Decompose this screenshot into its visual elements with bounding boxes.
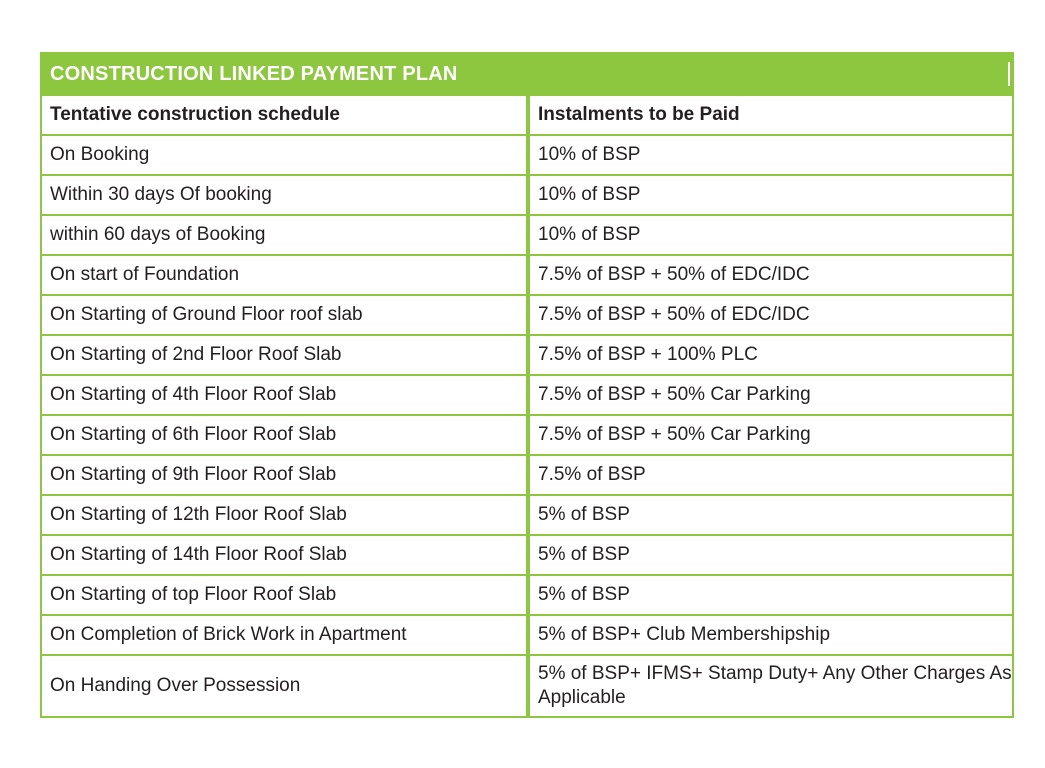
table-row bbox=[42, 494, 1012, 534]
instalment-cell: 7.5% of BSP + 50% of EDC/IDC bbox=[528, 256, 1012, 294]
stage-cell: On Starting of top Floor Roof Slab bbox=[42, 576, 528, 614]
table-row bbox=[42, 374, 1012, 414]
table-row bbox=[42, 614, 1012, 654]
instalment-cell: 10% of BSP bbox=[528, 176, 1012, 214]
table-header-row bbox=[42, 94, 1012, 134]
instalment-cell: 10% of BSP bbox=[528, 136, 1012, 174]
stage-cell: On Starting of 12th Floor Roof Slab bbox=[42, 496, 528, 534]
instalment-cell: 5% of BSP bbox=[528, 576, 1012, 614]
table-row bbox=[42, 414, 1012, 454]
table-row bbox=[42, 654, 1012, 716]
stage-cell: Within 30 days Of booking bbox=[42, 176, 528, 214]
table-row bbox=[42, 214, 1012, 254]
instalment-cell: 7.5% of BSP + 50% of EDC/IDC bbox=[528, 296, 1012, 334]
instalment-cell: 5% of BSP+ Club Membershipship bbox=[528, 616, 1012, 654]
column-header-schedule: Tentative construction schedule bbox=[42, 96, 528, 134]
instalment-cell: 7.5% of BSP + 50% Car Parking bbox=[528, 376, 1012, 414]
stage-cell: On Starting of 6th Floor Roof Slab bbox=[42, 416, 528, 454]
instalment-cell: 7.5% of BSP bbox=[528, 456, 1012, 494]
table-title: CONSTRUCTION LINKED PAYMENT PLAN bbox=[42, 54, 1012, 94]
instalment-cell: 7.5% of BSP + 50% Car Parking bbox=[528, 416, 1012, 454]
table-row bbox=[42, 454, 1012, 494]
payment-plan-table bbox=[40, 52, 1014, 718]
stage-cell: On start of Foundation bbox=[42, 256, 528, 294]
instalment-cell: 5% of BSP bbox=[528, 496, 1012, 534]
instalment-cell: 5% of BSP bbox=[528, 536, 1012, 574]
table-row bbox=[42, 134, 1012, 174]
stage-cell: On Completion of Brick Work in Apartment bbox=[42, 616, 528, 654]
instalment-cell: 7.5% of BSP + 100% PLC bbox=[528, 336, 1012, 374]
stage-cell: within 60 days of Booking bbox=[42, 216, 528, 254]
table-row bbox=[42, 574, 1012, 614]
stage-cell: On Starting of 4th Floor Roof Slab bbox=[42, 376, 528, 414]
table-row bbox=[42, 174, 1012, 214]
stage-cell: On Booking bbox=[42, 136, 528, 174]
stage-cell: On Starting of Ground Floor roof slab bbox=[42, 296, 528, 334]
stage-cell: On Starting of 14th Floor Roof Slab bbox=[42, 536, 528, 574]
table-row bbox=[42, 254, 1012, 294]
stage-cell: On Starting of 9th Floor Roof Slab bbox=[42, 456, 528, 494]
table-row bbox=[42, 534, 1012, 574]
table-row bbox=[42, 334, 1012, 374]
instalment-cell: 10% of BSP bbox=[528, 216, 1012, 254]
column-header-instalments: Instalments to be Paid bbox=[528, 96, 1012, 134]
stage-cell: On Handing Over Possession bbox=[42, 656, 528, 716]
table-row bbox=[42, 294, 1012, 334]
stage-cell: On Starting of 2nd Floor Roof Slab bbox=[42, 336, 528, 374]
instalment-cell: 5% of BSP+ IFMS+ Stamp Duty+ Any Other Charges As Applicable bbox=[528, 656, 1012, 716]
